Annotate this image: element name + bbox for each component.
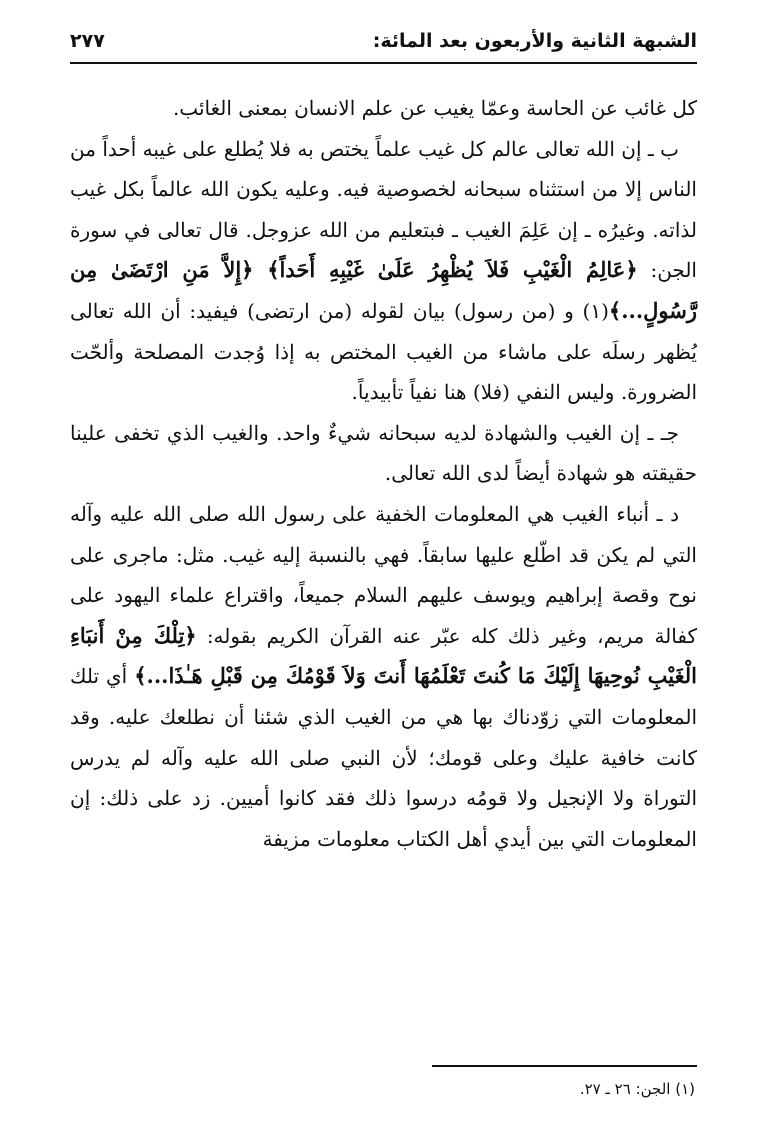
text-segment: (١) و (من رسول) بيان لقوله (من ارتضى) فيفيد: أن الله تعالى يُظهر رسلَه على ماشاء من الغيب المختص به إذا وُجدت المصلحة وألحّت الضرورة. وليس النفي (فلا) هنا نفياً تأبيدياً. [70,298,697,405]
page-body [70,88,697,859]
footnote-divider [432,1065,697,1067]
text-segment: كل غائب عن الحاسة وعمّا يغيب عن علم الانسان بمعنى الغائب. [172,96,697,120]
chapter-title: الشبهة الثانية والأربعون بعد المائة: [372,30,697,52]
page-header [70,28,697,64]
text-segment: أي تلك المعلومات التي زوّدناك بها هي من الغيب الذي شئنا أن نطلعك عليه. وقد كانت خافية عليك وعلى قومك؛ لأن النبي صلى الله عليه وآله لم يدرس التوراة ولا الإنجيل ولا قومُه درسوا ذلك فقد كانوا أميين. زد على ذلك: إن المعلومات التي بين أيدي أهل الكتاب معلومات مزيفة [70,664,697,851]
text-segment: د ـ أنباء الغيب هي المعلومات الخفية على رسول الله صلى الله عليه وآله التي لم يكن قد اطّلع عليها سابقاً. فهي بالنسبة إليه غيب. مثل: ماجرى على نوح وقصة إبراهيم ويوسف عليهم السلام جميعاً، واقتراع علماء اليهود على كفالة مريم، وغير ذلك كله عبّر عنه القرآن الكريم بقوله: [70,501,698,648]
paragraph [70,88,697,129]
paragraph [70,494,697,859]
paragraph [70,129,697,413]
footnote: (١) الجن: ٢٦ ـ ٢٧. [579,1080,695,1098]
paragraph [70,413,697,494]
page-number: ٢٧٧ [70,30,105,52]
text-segment: جـ ـ إن الغيب والشهادة لديه سبحانه شيءٌ واحد. والغيب الذي تخفى علينا حقيقته هو شهادة أيضاً لدى الله تعالى. [70,420,697,486]
text-segment: ب ـ إن الله تعالى عالم كل غيب علماً يختص به فلا يُطلع على غيبه أحداً من الناس إلا من استثناه سبحانه لخصوصية فيه. وعليه يكون الله عالماً بكل غيب لذاته. وغيرُه ـ إن عَلِمَ الغيب ـ فبتعليم من الله عزوجل. قال تعالى في سورة الجن: [70,136,697,283]
quran-verse: ﴿عَالِمُ الْغَيْبِ فَلاَ يُظْهِرُ عَلَىٰ غَيْبِهِ أَحَداً﴾ ﴿إِلاَّ مَنِ ارْتَضَىٰ مِن رَّسُولٍ...﴾ [70,257,697,323]
quran-verse: ﴿تِلْكَ مِنْ أَنبَاءِ الْغَيْبِ نُوحِيهَا إِلَيْكَ مَا كُنتَ تَعْلَمُهَا أَنتَ وَلاَ قَوْمُكَ مِن قَبْلِ هَـٰذَا...﴾ [70,622,698,689]
